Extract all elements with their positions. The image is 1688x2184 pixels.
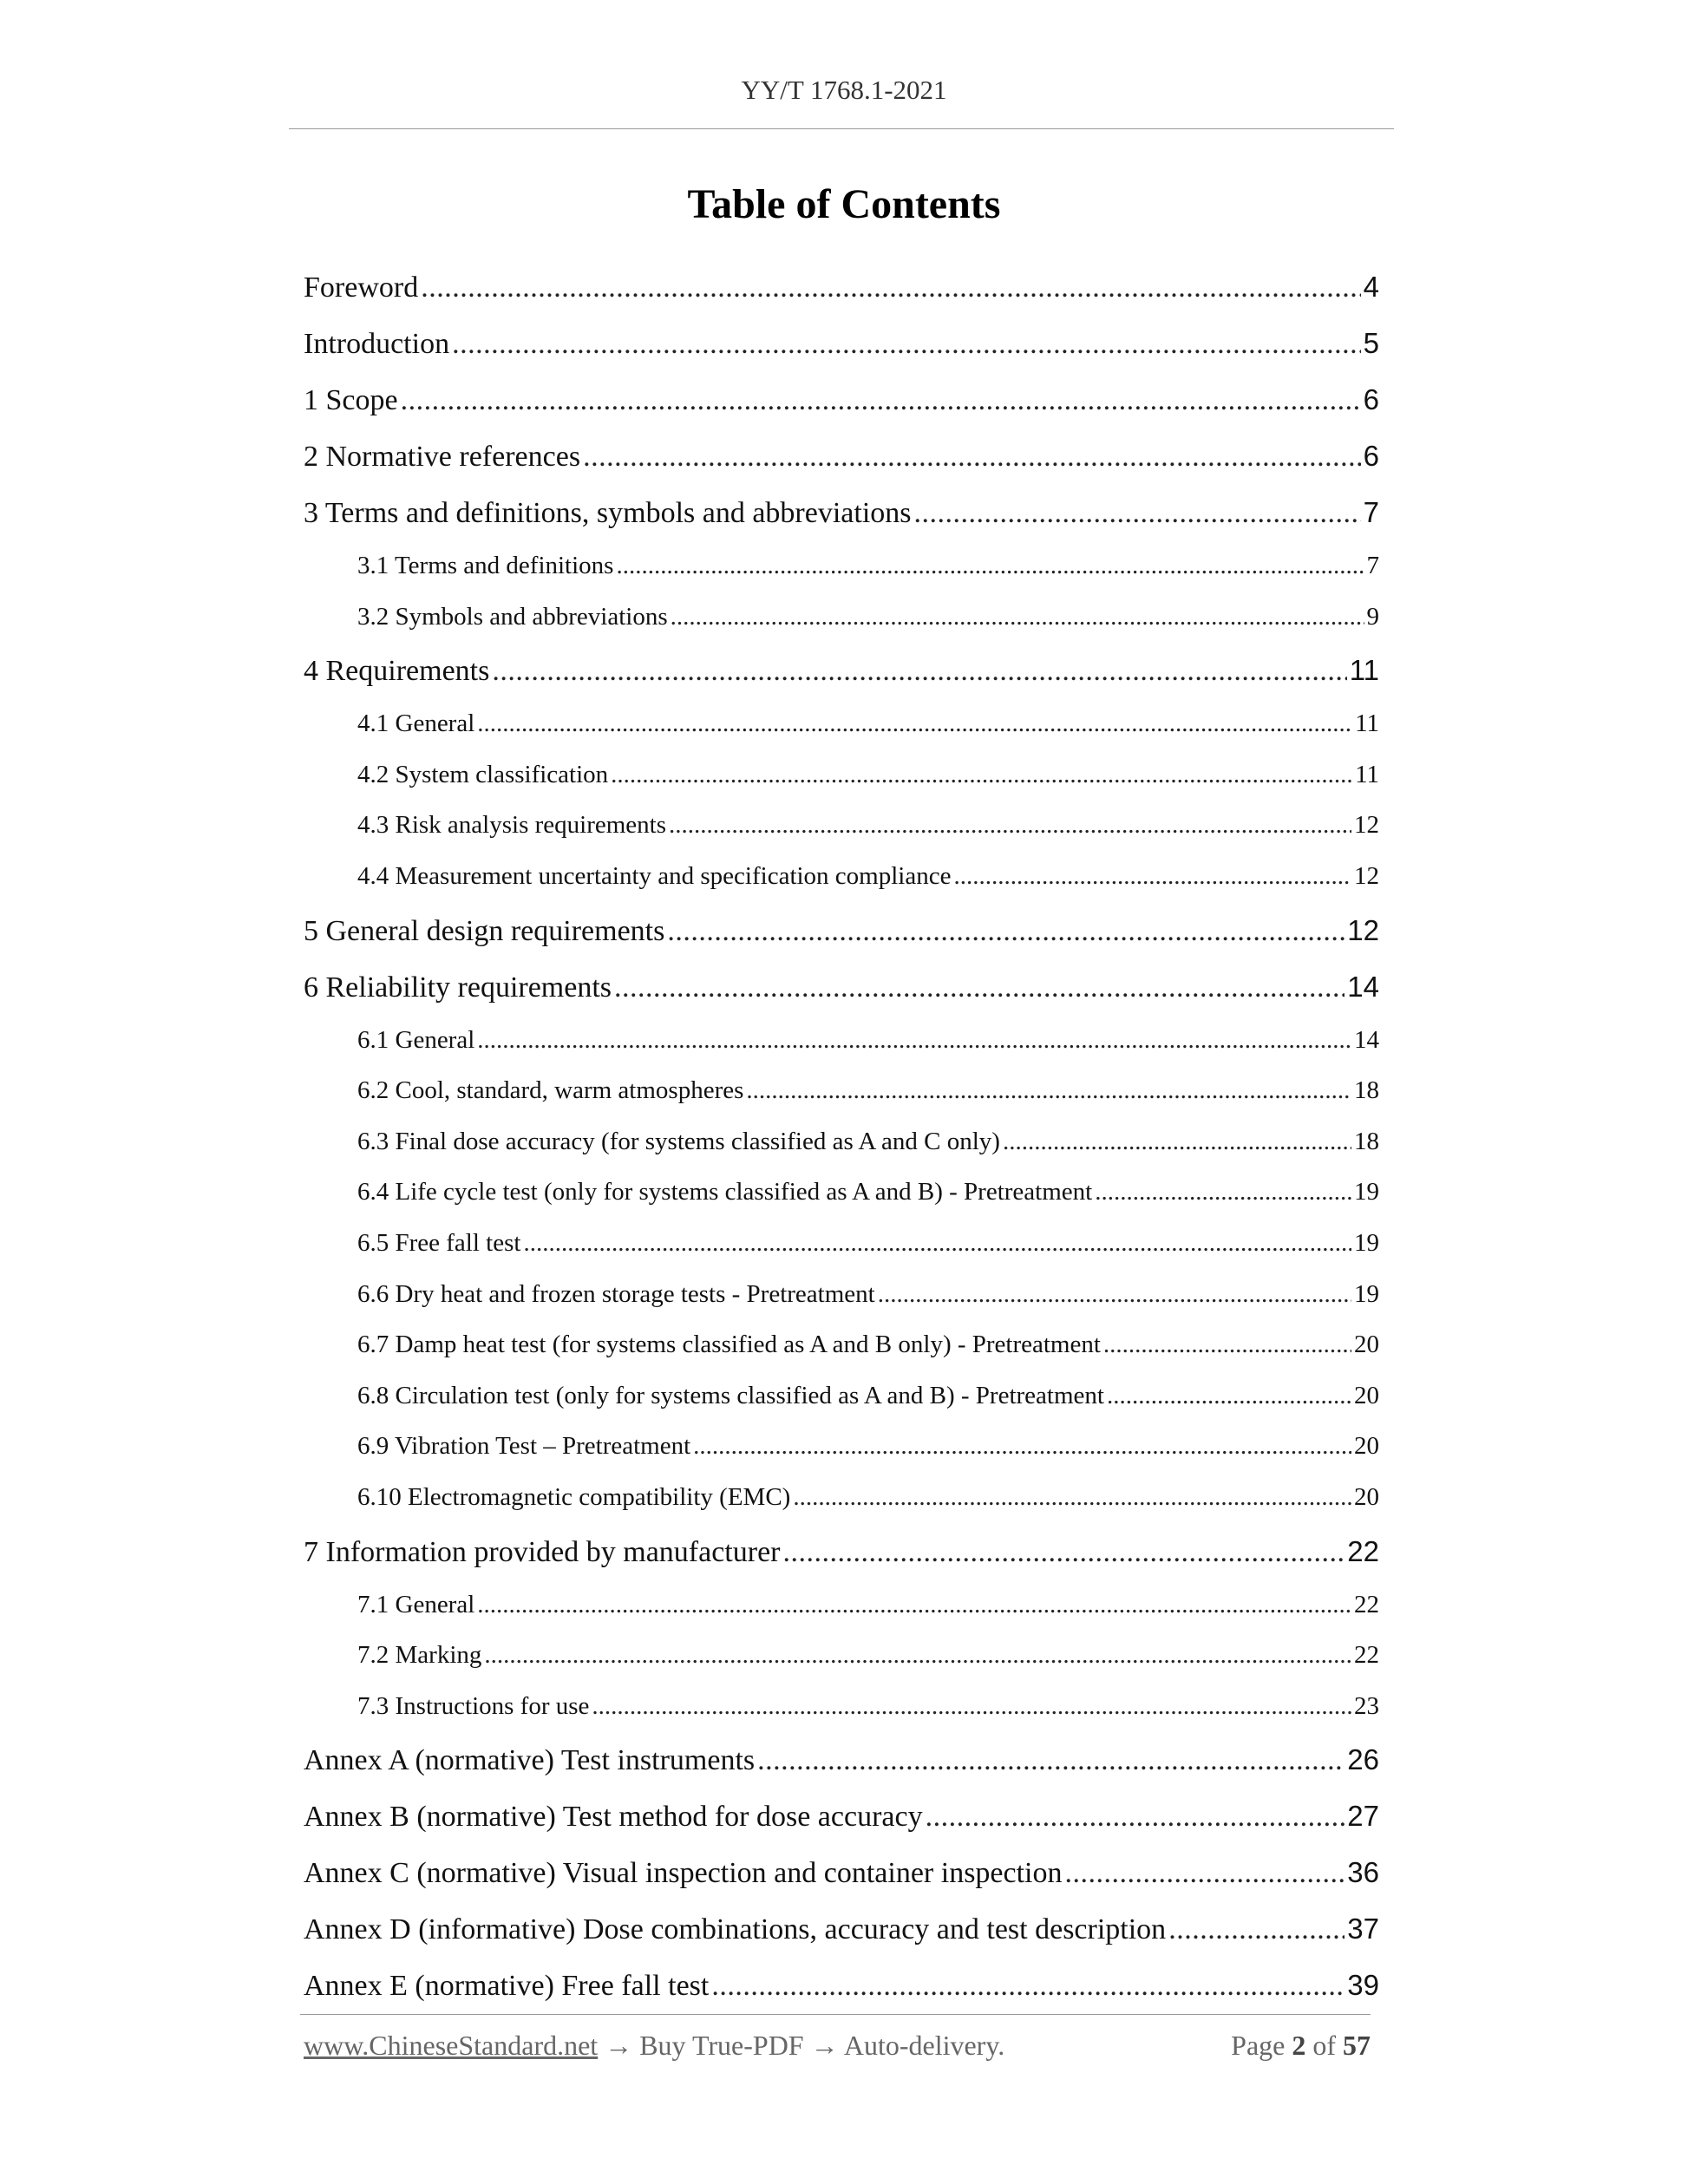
toc-entry[interactable]	[304, 958, 1379, 1015]
toc-dot-leader	[878, 1269, 1351, 1320]
toc-entry-title: 4.2 System classification	[357, 760, 609, 788]
toc-subentry[interactable]	[304, 1472, 1379, 1523]
toc-entry-title: 6.10 Electromagnetic compatibility (EMC)	[357, 1482, 791, 1511]
toc-entry-title: 3.1 Terms and definitions	[357, 552, 614, 579]
toc-dot-leader	[401, 372, 1361, 428]
current-page: 2	[1292, 2030, 1306, 2061]
toc-entry-page: 20	[1354, 1482, 1379, 1511]
toc-entry[interactable]	[304, 1957, 1379, 2013]
footer-left	[304, 2030, 1004, 2062]
footer-promo-text: → Buy True-PDF → Auto-delivery.	[605, 2030, 1005, 2061]
toc-entry-title: 5 General design requirements	[304, 914, 665, 947]
toc-entry-title: Annex D (informative) Dose combinations, accuracy and test description	[304, 1913, 1167, 1946]
document-code-header: YY/T 1768.1-2021	[741, 75, 947, 105]
toc-entry-page: 37	[1347, 1913, 1379, 1945]
toc-entry-page: 23	[1354, 1691, 1379, 1720]
toc-dot-leader	[492, 643, 1346, 698]
toc-subentry[interactable]	[304, 1218, 1379, 1269]
toc-entry-title: 6.1 General	[357, 1025, 475, 1054]
toc-entry-title: 3 Terms and definitions, symbols and abbreviations	[304, 497, 912, 529]
toc-dot-leader	[711, 1958, 1345, 2013]
toc-entry-title: 6.5 Free fall test	[357, 1228, 521, 1257]
toc-entry[interactable]	[304, 428, 1379, 484]
toc-entry-page: 6	[1363, 440, 1379, 472]
toc-entry-page: 36	[1347, 1856, 1379, 1889]
toc-entry-title: 4.1 General	[357, 709, 475, 738]
toc-entry-page: 19	[1354, 1178, 1379, 1206]
toc-entry-title: Annex B (normative) Test method for dose accuracy	[304, 1801, 923, 1834]
toc-subentry[interactable]	[304, 1370, 1379, 1422]
chinesestandard-link[interactable]: www.ChineseStandard.net	[304, 2030, 599, 2061]
toc-entry-page: 5	[1363, 327, 1379, 359]
toc-subentry[interactable]	[304, 1681, 1379, 1732]
toc-subentry[interactable]	[304, 1421, 1379, 1472]
toc-entry-page: 12	[1354, 861, 1379, 890]
toc-dot-leader	[583, 428, 1361, 484]
toc-dot-leader	[523, 1218, 1351, 1269]
toc-dot-leader	[477, 1015, 1351, 1066]
toc-entry-page: 12	[1354, 811, 1379, 840]
toc-entry-page: 22	[1354, 1590, 1379, 1618]
page-footer	[304, 2030, 1371, 2071]
toc-entry[interactable]	[304, 1900, 1379, 1957]
toc-subentry[interactable]	[304, 749, 1379, 801]
toc-dot-leader	[671, 592, 1364, 643]
toc-entry[interactable]	[304, 1788, 1379, 1844]
toc-dot-leader	[1095, 1167, 1351, 1218]
toc-entry-title: 6.9 Vibration Test – Pretreatment	[357, 1432, 691, 1461]
toc-entry-page: 22	[1347, 1534, 1379, 1567]
toc-dot-leader	[757, 1732, 1345, 1788]
toc-entry-title: 4 Requirements	[304, 655, 490, 688]
toc-dot-leader	[746, 1065, 1351, 1116]
toc-entry-page: 18	[1354, 1076, 1379, 1105]
toc-entry-page: 39	[1347, 1969, 1379, 2002]
toc-entry-title: 4.3 Risk analysis requirements	[357, 811, 667, 840]
toc-entry-title: Annex C (normative) Visual inspection and container inspection	[304, 1857, 1063, 1890]
toc-entry-page: 19	[1354, 1279, 1379, 1308]
toc-entry[interactable]	[304, 902, 1379, 958]
toc-subentry[interactable]	[304, 1065, 1379, 1116]
toc-entry-page: 12	[1347, 913, 1379, 946]
toc-subentry[interactable]	[304, 1269, 1379, 1320]
toc-dot-leader	[1003, 1116, 1351, 1167]
total-pages: 57	[1343, 2030, 1371, 2061]
toc-dot-leader	[1168, 1901, 1345, 1957]
toc-entry[interactable]	[304, 371, 1379, 428]
toc-entry[interactable]	[304, 642, 1379, 698]
toc-dot-leader	[611, 749, 1352, 801]
toc-entry-title: 3.2 Symbols and abbreviations	[357, 602, 668, 631]
toc-dot-leader	[1065, 1845, 1345, 1900]
toc-entry[interactable]	[304, 315, 1379, 371]
toc-entry-page: 4	[1363, 271, 1379, 303]
toc-subentry[interactable]	[304, 592, 1379, 643]
of-label: of	[1312, 2030, 1336, 2061]
toc-entry[interactable]	[304, 1523, 1379, 1579]
toc-dot-leader	[421, 259, 1360, 315]
toc-dot-leader	[793, 1472, 1351, 1523]
toc-entry-page: 22	[1354, 1641, 1379, 1670]
toc-dot-leader	[477, 698, 1352, 749]
toc-dot-leader	[693, 1421, 1351, 1472]
toc-entry-title: 7.2 Marking	[357, 1641, 482, 1670]
toc-entry-title: 7 Information provided by manufacturer	[304, 1535, 781, 1568]
toc-entry-title: Foreword	[304, 271, 419, 304]
toc-dot-leader	[1107, 1370, 1351, 1422]
toc-entry-page: 7	[1363, 496, 1379, 528]
toc-title: Table of Contents	[687, 181, 1001, 227]
toc-entry-title: 7.3 Instructions for use	[357, 1691, 590, 1720]
toc-dot-leader	[452, 316, 1361, 371]
table-of-contents	[304, 258, 1379, 2013]
toc-dot-leader	[616, 540, 1364, 592]
toc-entry-title: Introduction	[304, 328, 450, 360]
footer-divider	[300, 2014, 1371, 2015]
toc-dot-leader	[782, 1524, 1345, 1579]
toc-subentry[interactable]	[304, 1579, 1379, 1631]
toc-entry-title: Annex E (normative) Free fall test	[304, 1970, 710, 2003]
toc-subentry[interactable]	[304, 1167, 1379, 1218]
toc-subentry[interactable]	[304, 1116, 1379, 1167]
header-divider	[289, 128, 1394, 129]
toc-entry-title: 7.1 General	[357, 1590, 475, 1618]
toc-entry-page: 11	[1355, 709, 1379, 738]
toc-dot-leader	[477, 1579, 1351, 1631]
toc-entry-page: 20	[1354, 1432, 1379, 1461]
toc-entry-title: 6.6 Dry heat and frozen storage tests - Pretreatment	[357, 1279, 875, 1308]
toc-entry-title: 2 Normative references	[304, 441, 581, 473]
toc-entry-title: 6.3 Final dose accuracy (for systems classified as A and C only)	[357, 1127, 1000, 1155]
toc-dot-leader	[614, 959, 1345, 1015]
toc-entry-title: 6.7 Damp heat test (for systems classified as A and B only) - Pretreatment	[357, 1331, 1101, 1359]
toc-entry-title: 6 Reliability requirements	[304, 971, 612, 1004]
toc-entry-page: 27	[1347, 1800, 1379, 1833]
toc-entry[interactable]	[304, 1844, 1379, 1900]
toc-subentry[interactable]	[304, 698, 1379, 749]
toc-subentry[interactable]	[304, 1015, 1379, 1066]
toc-entry-page: 11	[1355, 760, 1379, 788]
toc-subentry[interactable]	[304, 800, 1379, 851]
page-label: Page	[1231, 2030, 1286, 2061]
toc-entry-page: 26	[1347, 1743, 1379, 1776]
toc-entry-page: 6	[1363, 383, 1379, 415]
toc-entry-title: 6.2 Cool, standard, warm atmospheres	[357, 1076, 744, 1105]
toc-entry[interactable]	[304, 484, 1379, 540]
toc-entry-page: 18	[1354, 1127, 1379, 1155]
toc-dot-leader	[926, 1788, 1345, 1844]
toc-entry-page: 20	[1354, 1331, 1379, 1359]
toc-subentry[interactable]	[304, 851, 1379, 902]
toc-dot-leader	[667, 903, 1345, 958]
toc-dot-leader	[669, 800, 1351, 851]
toc-subentry[interactable]	[304, 1630, 1379, 1681]
toc-entry-title: 6.8 Circulation test (only for systems classified as A and B) - Pretreatment	[357, 1381, 1104, 1409]
toc-entry-page: 11	[1349, 654, 1379, 687]
toc-dot-leader	[592, 1681, 1351, 1732]
toc-entry-page: 7	[1366, 552, 1379, 579]
toc-entry-title: 6.4 Life cycle test (only for systems classified as A and B) - Pretreatment	[357, 1178, 1093, 1206]
toc-entry-page: 19	[1354, 1228, 1379, 1257]
toc-dot-leader	[914, 485, 1361, 540]
toc-dot-leader	[953, 851, 1351, 902]
toc-subentry[interactable]	[304, 540, 1379, 592]
toc-entry-title: 1 Scope	[304, 384, 398, 416]
toc-dot-leader	[484, 1630, 1351, 1681]
toc-entry-title: 4.4 Measurement uncertainty and specification compliance	[357, 861, 952, 890]
toc-entry[interactable]	[304, 1731, 1379, 1788]
toc-entry-page: 9	[1366, 602, 1379, 631]
toc-dot-leader	[1103, 1319, 1351, 1370]
toc-subentry[interactable]	[304, 1319, 1379, 1370]
toc-entry-title: Annex A (normative) Test instruments	[304, 1744, 756, 1777]
toc-entry-page: 14	[1347, 970, 1379, 1003]
toc-entry[interactable]	[304, 258, 1379, 315]
page-number	[1231, 2030, 1371, 2062]
toc-entry-page: 20	[1354, 1381, 1379, 1409]
toc-entry-page: 14	[1354, 1025, 1379, 1054]
